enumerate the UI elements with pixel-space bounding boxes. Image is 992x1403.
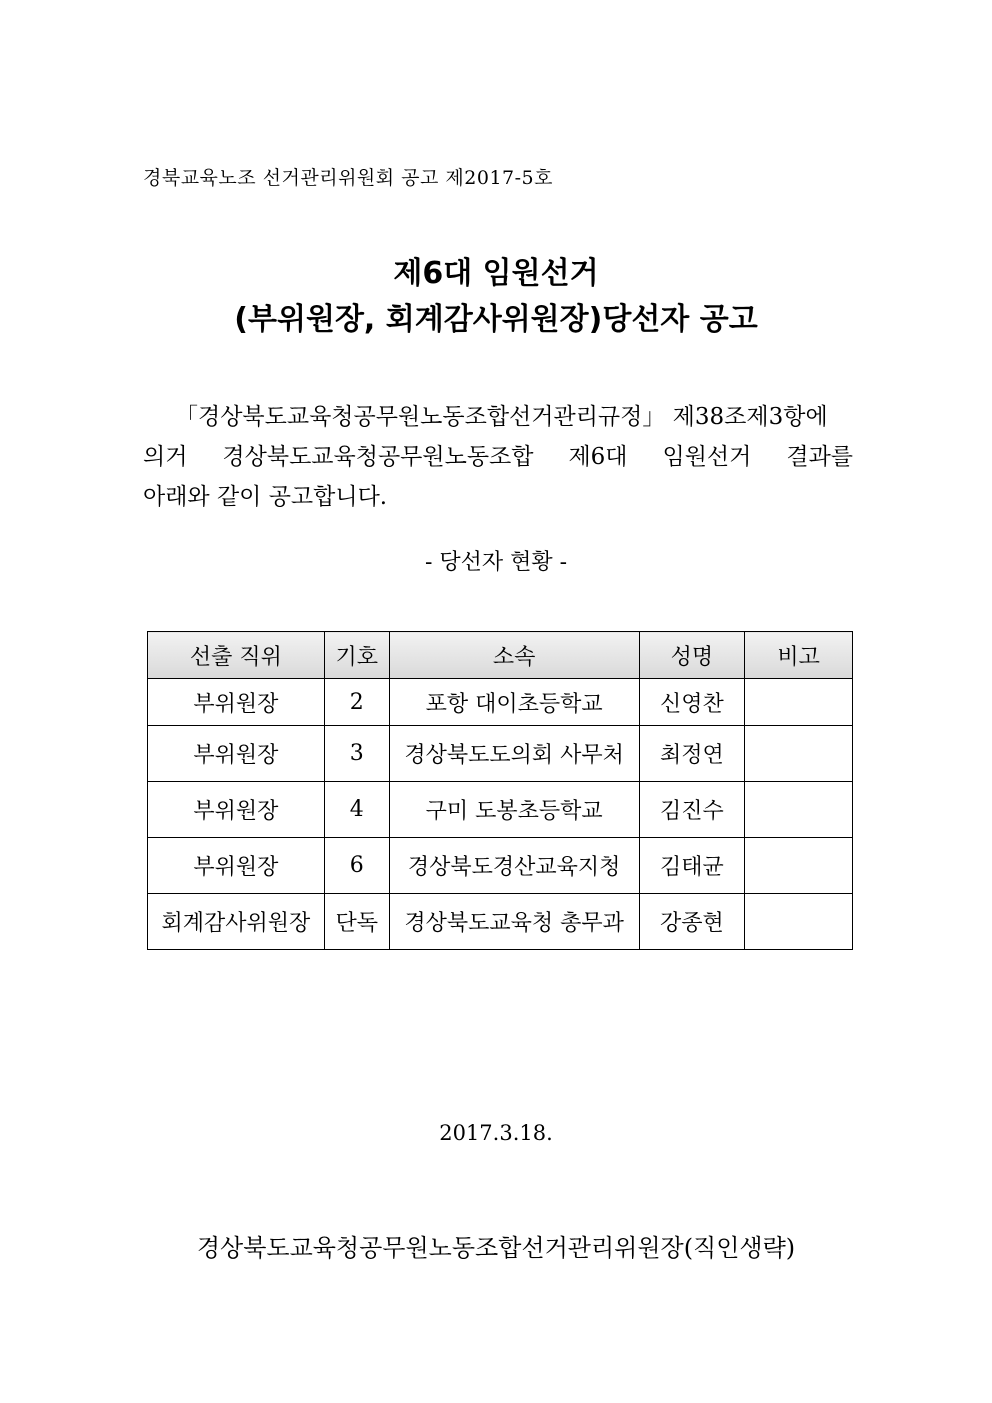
- header-position: 선출 직위: [148, 632, 325, 679]
- cell-position: 회계감사위원장: [148, 894, 325, 950]
- document-title-line2: (부위원장, 회계감사위원장)당선자 공고: [234, 302, 758, 337]
- cell-affiliation: 포항 대이초등학교: [389, 679, 639, 726]
- table-row: [148, 894, 853, 950]
- notice-number: 경북교육노조 선거관리위원회 공고 제2017-5호: [143, 167, 553, 189]
- cell-remarks: [745, 782, 853, 838]
- cell-affiliation: 경상북도교육청 총무과: [389, 894, 639, 950]
- cell-remarks: [745, 679, 853, 726]
- table-row: [148, 726, 853, 782]
- elected-candidates-table: [147, 631, 853, 950]
- issuer-signature: 경상북도교육청공무원노동조합선거관리위원장(직인생략): [196, 1234, 796, 1262]
- section-heading: - 당선자 현황 -: [424, 550, 568, 575]
- table-row: [148, 838, 853, 894]
- cell-name: 최정연: [639, 726, 745, 782]
- header-ballot-number: 기호: [324, 632, 389, 679]
- body-text-line3: 아래와 같이 공고합니다.: [143, 484, 388, 510]
- cell-affiliation: 경상북도경산교육지청: [389, 838, 639, 894]
- cell-name: 김진수: [639, 782, 745, 838]
- cell-ballot-number: 2: [324, 679, 389, 726]
- table-row: [148, 782, 853, 838]
- cell-name: 강종현: [639, 894, 745, 950]
- cell-remarks: [745, 894, 853, 950]
- cell-ballot-number: 6: [324, 838, 389, 894]
- cell-position: 부위원장: [148, 726, 325, 782]
- header-name: 성명: [639, 632, 745, 679]
- cell-ballot-number: 단독: [324, 894, 389, 950]
- body-text-line1: 「경상북도교육청공무원노동조합선거관리규정」 제38조제3항에: [175, 404, 828, 430]
- cell-ballot-number: 3: [324, 726, 389, 782]
- body-text-line2: 의거 경상북도교육청공무원노동조합 제6대 임원선거 결과를: [143, 444, 853, 470]
- cell-remarks: [745, 726, 853, 782]
- cell-position: 부위원장: [148, 838, 325, 894]
- header-remarks: 비고: [745, 632, 853, 679]
- document-title-line1: 제6대 임원선거: [393, 256, 599, 291]
- cell-position: 부위원장: [148, 679, 325, 726]
- table-row: [148, 679, 853, 726]
- cell-ballot-number: 4: [324, 782, 389, 838]
- cell-name: 신영찬: [639, 679, 745, 726]
- cell-affiliation: 구미 도봉초등학교: [389, 782, 639, 838]
- cell-name: 김태균: [639, 838, 745, 894]
- cell-affiliation: 경상북도도의회 사무처: [389, 726, 639, 782]
- table-header-row: [148, 632, 853, 679]
- header-affiliation: 소속: [389, 632, 639, 679]
- notice-date: 2017.3.18.: [439, 1121, 553, 1145]
- cell-position: 부위원장: [148, 782, 325, 838]
- cell-remarks: [745, 838, 853, 894]
